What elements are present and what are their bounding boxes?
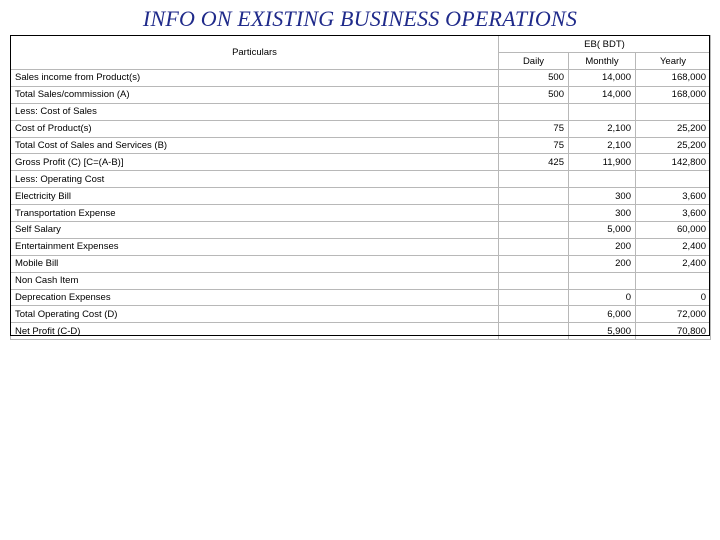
cell-yearly (636, 272, 711, 289)
cell-daily (499, 238, 569, 255)
table-row (11, 272, 711, 289)
cell-yearly: 168,000 (636, 86, 711, 103)
table-row (11, 205, 711, 222)
table-row (11, 137, 711, 154)
cell-monthly: 14,000 (569, 86, 636, 103)
cell-yearly: 72,000 (636, 306, 711, 323)
cell-monthly: 11,900 (569, 154, 636, 171)
cell-yearly: 25,200 (636, 137, 711, 154)
cell-monthly: 0 (569, 289, 636, 306)
row-label: Deprecation Expenses (11, 289, 499, 306)
cell-yearly: 0 (636, 289, 711, 306)
table-row (11, 188, 711, 205)
header-yearly: Yearly (636, 53, 711, 70)
cell-daily (499, 289, 569, 306)
row-label: Sales income from Product(s) (11, 70, 499, 87)
cell-monthly: 2,100 (569, 120, 636, 137)
cell-monthly: 300 (569, 188, 636, 205)
cell-monthly: 200 (569, 238, 636, 255)
page-title: INFO ON EXISTING BUSINESS OPERATIONS (142, 6, 578, 31)
cell-monthly (569, 272, 636, 289)
cell-yearly: 25,200 (636, 120, 711, 137)
cell-daily: 75 (499, 120, 569, 137)
cell-yearly: 168,000 (636, 70, 711, 87)
cell-daily (499, 103, 569, 120)
cell-monthly: 6,000 (569, 306, 636, 323)
cell-daily: 500 (499, 70, 569, 87)
cell-monthly: 300 (569, 205, 636, 222)
cell-yearly: 70,800 (636, 323, 711, 340)
cell-daily: 500 (499, 86, 569, 103)
cell-daily (499, 306, 569, 323)
cell-monthly: 14,000 (569, 70, 636, 87)
table-row (11, 120, 711, 137)
table-row (11, 86, 711, 103)
table-row (11, 103, 711, 120)
table-row (11, 70, 711, 87)
row-label: Mobile Bill (11, 255, 499, 272)
header-row-group (11, 36, 711, 53)
row-label: Transportation Expense (11, 205, 499, 222)
row-label: Cost of Product(s) (11, 120, 499, 137)
cell-daily (499, 205, 569, 222)
table-row (11, 323, 711, 340)
cell-yearly: 2,400 (636, 255, 711, 272)
row-label: Total Cost of Sales and Services (B) (11, 137, 499, 154)
cell-daily (499, 323, 569, 340)
cell-yearly: 3,600 (636, 205, 711, 222)
row-label: Total Sales/commission (A) (11, 86, 499, 103)
cell-daily (499, 188, 569, 205)
row-label: Less: Operating Cost (11, 171, 499, 188)
business-operations-table (10, 35, 711, 340)
cell-daily (499, 272, 569, 289)
cell-monthly: 200 (569, 255, 636, 272)
table-row (11, 154, 711, 171)
cell-monthly: 2,100 (569, 137, 636, 154)
cell-yearly: 2,400 (636, 238, 711, 255)
row-label: Non Cash Item (11, 272, 499, 289)
row-label: Total Operating Cost (D) (11, 306, 499, 323)
cell-yearly (636, 171, 711, 188)
table-row (11, 289, 711, 306)
row-label: Net Profit (C-D) (11, 323, 499, 340)
table-row (11, 255, 711, 272)
cell-monthly (569, 103, 636, 120)
row-label: Electricity Bill (11, 188, 499, 205)
table-body (11, 70, 711, 340)
cell-daily (499, 255, 569, 272)
table-row (11, 171, 711, 188)
row-label: Gross Profit (C) [C=(A-B)] (11, 154, 499, 171)
row-label: Entertainment Expenses (11, 238, 499, 255)
row-label: Less: Cost of Sales (11, 103, 499, 120)
cell-daily: 425 (499, 154, 569, 171)
header-eb-bdt: EB( BDT) (499, 36, 711, 53)
table-row (11, 238, 711, 255)
cell-daily (499, 222, 569, 239)
header-monthly: Monthly (569, 53, 636, 70)
cell-yearly: 60,000 (636, 222, 711, 239)
cell-daily (499, 171, 569, 188)
cell-monthly (569, 171, 636, 188)
row-label: Self Salary (11, 222, 499, 239)
cell-monthly: 5,900 (569, 323, 636, 340)
header-particulars: Particulars (11, 36, 499, 70)
cell-monthly: 5,000 (569, 222, 636, 239)
cell-yearly: 142,800 (636, 154, 711, 171)
cell-yearly: 3,600 (636, 188, 711, 205)
table-row (11, 222, 711, 239)
cell-yearly (636, 103, 711, 120)
table-row (11, 306, 711, 323)
header-daily: Daily (499, 53, 569, 70)
cell-daily: 75 (499, 137, 569, 154)
